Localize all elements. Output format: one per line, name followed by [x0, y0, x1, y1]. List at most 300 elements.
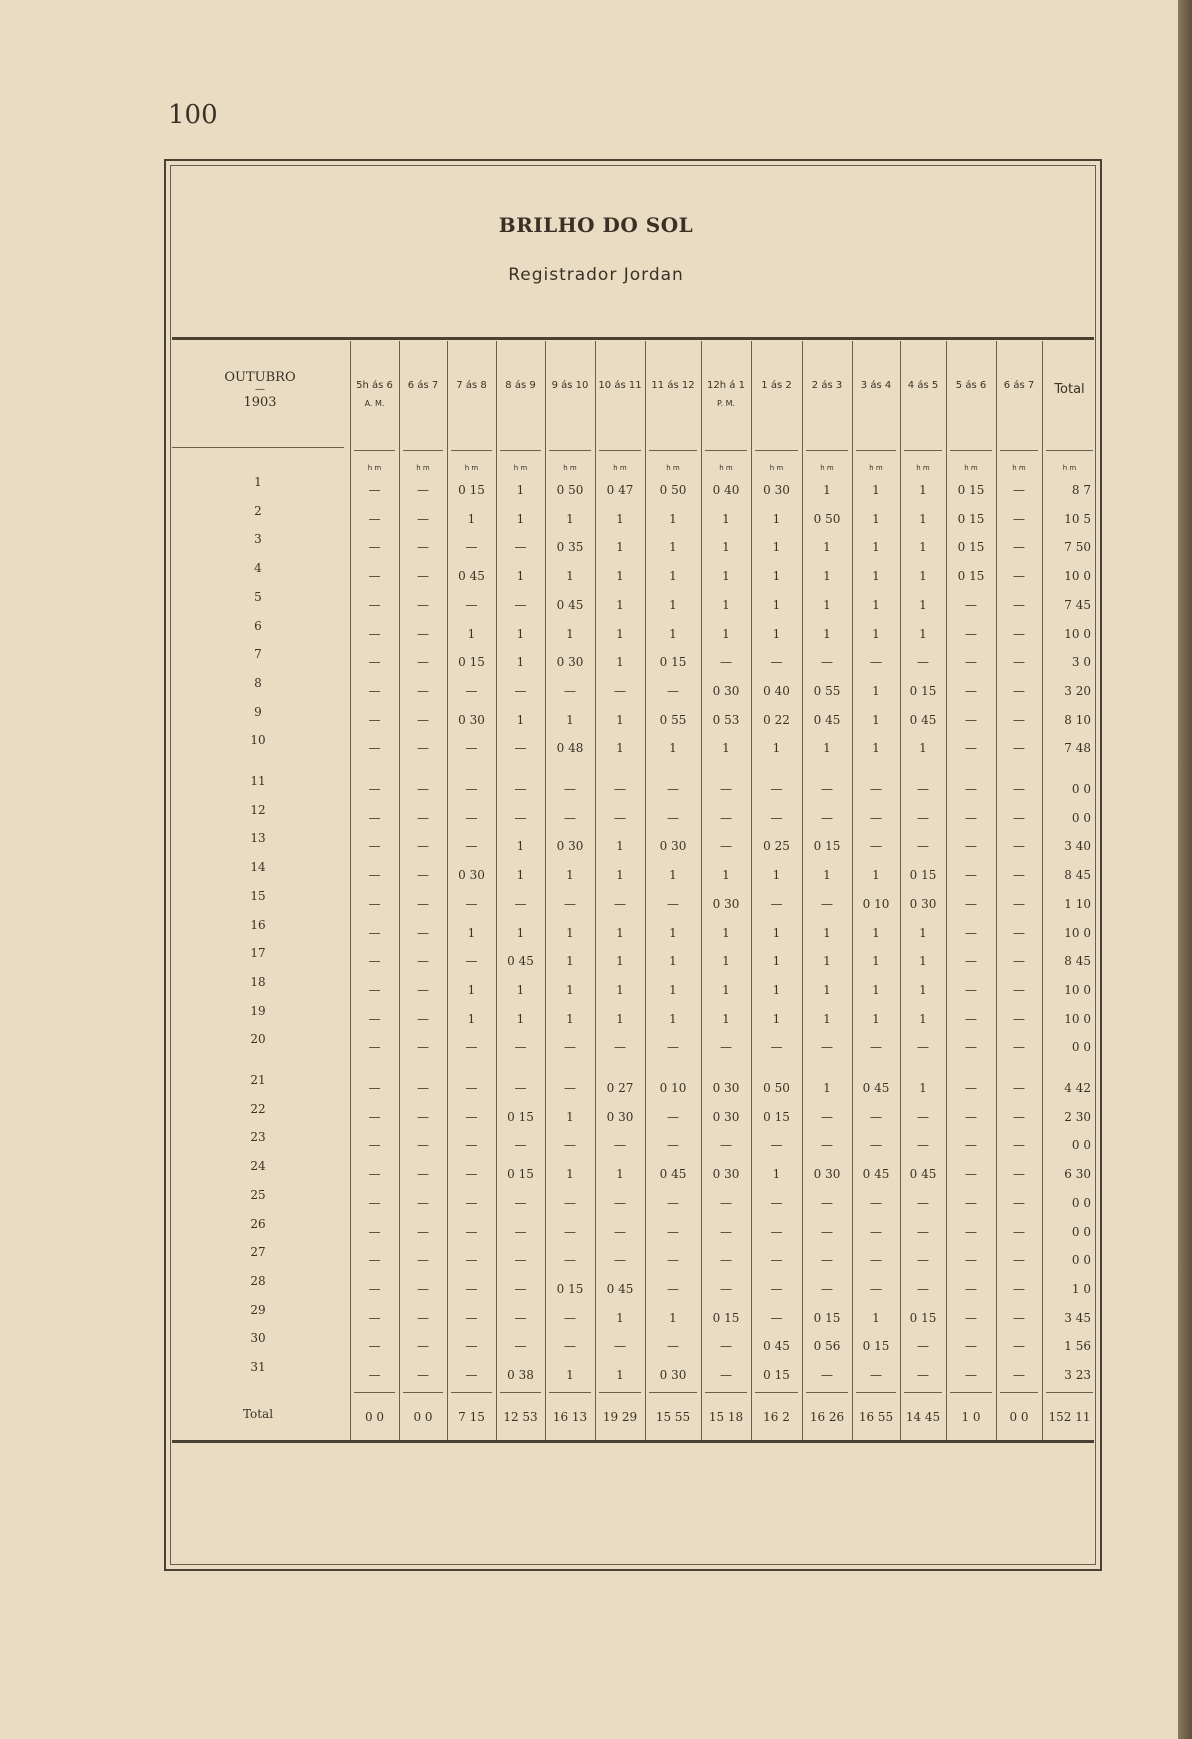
- table-cell: 1: [772, 926, 781, 940]
- table-cell: 0 15: [957, 483, 985, 497]
- table-cell: 0 15: [458, 483, 485, 497]
- column-header: [595, 380, 645, 391]
- year-label: 1903: [243, 395, 277, 410]
- table-cell: 0 50: [813, 512, 841, 526]
- column-header-label: 5h ás 6: [356, 380, 393, 391]
- table-cell: 0 30: [712, 1167, 740, 1181]
- table-cell: —: [770, 1040, 783, 1054]
- column-header-label: 1 ás 2: [761, 380, 792, 391]
- table-cell: 1: [772, 868, 781, 882]
- day-label: 24: [250, 1159, 266, 1173]
- day-label: 26: [250, 1217, 266, 1231]
- table-cell: 1: [566, 1012, 574, 1026]
- table-cell: 1: [669, 954, 677, 968]
- table-cell: —: [667, 1110, 679, 1124]
- table-cell: —: [368, 512, 381, 526]
- table-cell: 1: [722, 540, 730, 554]
- table-cell: 1: [566, 713, 574, 727]
- unit-label: h m: [719, 464, 733, 472]
- table-cell: 7 48: [1064, 741, 1091, 755]
- column-divider: [802, 341, 803, 1440]
- table-cell: 1: [516, 483, 525, 497]
- table-cell: —: [821, 1138, 833, 1152]
- table-cell: —: [564, 1311, 576, 1325]
- table-cell: —: [368, 1040, 381, 1054]
- table-cell: —: [1013, 1196, 1025, 1210]
- table-cell: —: [417, 627, 429, 641]
- table-cell: 0 35: [556, 540, 584, 554]
- table-cell: 1: [919, 483, 927, 497]
- table-cell: 1: [669, 540, 677, 554]
- table-cell: —: [465, 839, 478, 853]
- table-cell: —: [368, 1012, 381, 1026]
- column-header: [399, 380, 447, 391]
- table-cell: —: [965, 1167, 977, 1181]
- table-cell: —: [770, 1225, 783, 1239]
- table-cell: 1: [467, 627, 476, 641]
- table-cell: —: [417, 1167, 429, 1181]
- table-cell: 0 30: [712, 897, 740, 911]
- table-cell: 0 53: [712, 713, 740, 727]
- table-cell: 1: [467, 983, 476, 997]
- table-cell: 1: [919, 598, 927, 612]
- table-cell: —: [417, 782, 429, 796]
- table-cell: 1: [919, 540, 927, 554]
- table-cell: 1 10: [1064, 897, 1091, 911]
- table-cell: —: [720, 1339, 732, 1353]
- total-cell: 0 0: [1009, 1410, 1029, 1424]
- table-cell: —: [821, 655, 833, 669]
- column-divider: [900, 341, 901, 1440]
- table-cell: —: [965, 598, 977, 612]
- day-label: 14: [250, 860, 266, 874]
- column-header-label: 7 ás 8: [456, 380, 487, 391]
- total-separator: [904, 1392, 942, 1393]
- table-cell: —: [417, 483, 429, 497]
- table-cell: —: [965, 1081, 977, 1095]
- table-cell: 1: [872, 483, 880, 497]
- total-cell: 16 2: [763, 1410, 790, 1424]
- total-separator: [1046, 1392, 1093, 1393]
- table-cell: 0 30: [763, 483, 790, 497]
- column-header-label: 9 ás 10: [551, 380, 589, 391]
- table-cell: 1: [919, 512, 927, 526]
- total-cell: 15 18: [708, 1410, 744, 1424]
- table-cell: 0 0: [1071, 1253, 1091, 1267]
- table-cell: 1: [616, 569, 624, 583]
- table-cell: —: [417, 741, 429, 755]
- table-cell: —: [667, 897, 679, 911]
- table-cell: 0 27: [606, 1081, 634, 1095]
- table-cell: —: [514, 1311, 527, 1325]
- header-underline: [1000, 450, 1038, 451]
- table-cell: —: [870, 1253, 882, 1267]
- table-cell: 0 30: [659, 839, 687, 853]
- table-cell: 1: [722, 627, 730, 641]
- table-cell: 1: [669, 926, 677, 940]
- day-label: 11: [250, 774, 266, 788]
- column-header-label: 12h á 1: [707, 380, 745, 391]
- table-cell: 1: [516, 983, 525, 997]
- table-cell: —: [965, 627, 977, 641]
- table-cell: —: [417, 1253, 429, 1267]
- table-cell: —: [614, 1196, 626, 1210]
- table-cell: —: [1013, 1167, 1025, 1181]
- table-cell: —: [870, 839, 882, 853]
- table-cell: 1: [823, 954, 831, 968]
- table-cell: 1: [669, 868, 677, 882]
- table-cell: 1: [872, 983, 880, 997]
- table-cell: —: [965, 954, 977, 968]
- column-header: [1042, 382, 1097, 397]
- table-cell: —: [417, 684, 429, 698]
- day-label: 25: [250, 1188, 266, 1202]
- table-cell: —: [614, 811, 626, 825]
- column-header-label: 4 ás 5: [907, 380, 939, 391]
- table-cell: 0 0: [1071, 1040, 1091, 1054]
- table-cell: —: [368, 1110, 381, 1124]
- table-cell: 1: [823, 1081, 831, 1095]
- header-top-rule: [172, 337, 1094, 340]
- table-cell: —: [720, 1040, 732, 1054]
- table-cell: 0 45: [862, 1081, 890, 1095]
- day-label: 12: [250, 803, 266, 817]
- table-cell: —: [770, 1196, 783, 1210]
- month-label: OUTUBRO: [224, 370, 296, 385]
- table-cell: 1: [669, 1012, 677, 1026]
- table-cell: —: [667, 1339, 679, 1353]
- table-cell: 1: [616, 512, 624, 526]
- header-underline: [649, 450, 697, 451]
- table-cell: —: [821, 1225, 833, 1239]
- table-cell: —: [965, 926, 977, 940]
- table-cell: —: [720, 1253, 732, 1267]
- table-cell: 1: [722, 598, 730, 612]
- table-cell: 1: [566, 1368, 574, 1382]
- table-cell: —: [514, 1040, 527, 1054]
- table-cell: 1: [467, 1012, 476, 1026]
- table-cell: —: [564, 1138, 576, 1152]
- table-cell: —: [917, 1110, 929, 1124]
- total-separator: [950, 1392, 992, 1393]
- table-cell: 0 15: [957, 512, 985, 526]
- table-cell: —: [1013, 954, 1025, 968]
- table-cell: —: [1013, 598, 1025, 612]
- table-cell: —: [368, 1311, 381, 1325]
- table-cell: —: [1013, 1040, 1025, 1054]
- column-header-label: 6 ás 7: [1003, 380, 1035, 391]
- table-cell: 1: [872, 1012, 880, 1026]
- table-cell: 1: [823, 598, 831, 612]
- table-cell: —: [965, 1196, 977, 1210]
- day-label: 23: [250, 1130, 266, 1144]
- table-cell: 1: [616, 1368, 624, 1382]
- table-cell: 1: [616, 598, 624, 612]
- table-cell: 0 50: [556, 483, 584, 497]
- table-cell: —: [514, 1196, 527, 1210]
- table-cell: —: [465, 1368, 478, 1382]
- table-cell: 1: [467, 926, 476, 940]
- unit-label: h m: [916, 464, 930, 472]
- table-cell: —: [368, 627, 381, 641]
- table-cell: —: [1013, 839, 1025, 853]
- table-cell: —: [870, 1282, 882, 1296]
- total-separator: [755, 1392, 798, 1393]
- table-cell: —: [917, 1282, 929, 1296]
- table-cell: 0 55: [659, 713, 687, 727]
- table-cell: —: [417, 1138, 429, 1152]
- header-underline: [806, 450, 848, 451]
- total-cell: 0 0: [364, 1410, 385, 1424]
- total-cell: 152 11: [1048, 1410, 1091, 1424]
- table-cell: 1: [516, 868, 525, 882]
- table-cell: —: [564, 1196, 576, 1210]
- table-cell: —: [564, 1339, 576, 1353]
- table-cell: —: [1013, 1253, 1025, 1267]
- unit-label: h m: [464, 464, 479, 472]
- table-cell: 0 15: [712, 1311, 740, 1325]
- day-label: 4: [254, 561, 262, 575]
- table-cell: —: [368, 897, 381, 911]
- table-cell: —: [368, 983, 381, 997]
- table-cell: 1: [516, 926, 525, 940]
- column-divider: [545, 341, 546, 1440]
- column-header-sub: P. M.: [716, 399, 736, 408]
- table-cell: —: [720, 1225, 732, 1239]
- column-header: [852, 380, 900, 391]
- month-dash: —: [255, 384, 265, 395]
- page-edge: [1178, 0, 1192, 1739]
- table-cell: 0 0: [1071, 811, 1091, 825]
- table-cell: —: [465, 1311, 478, 1325]
- table-cell: 1: [669, 741, 677, 755]
- column-header: [447, 380, 496, 391]
- total-separator: [1000, 1392, 1038, 1393]
- table-cell: 1: [616, 868, 624, 882]
- table-cell: —: [417, 569, 429, 583]
- unit-label: h m: [666, 464, 680, 472]
- table-cell: —: [770, 811, 783, 825]
- table-cell: 1: [919, 627, 927, 641]
- table-cell: 0 45: [763, 1339, 790, 1353]
- table-cell: —: [770, 1282, 783, 1296]
- table-cell: 3 40: [1064, 839, 1091, 853]
- table-cell: —: [465, 598, 478, 612]
- table-cell: —: [465, 1167, 478, 1181]
- table-cell: —: [870, 655, 882, 669]
- header-underline: [354, 450, 395, 451]
- table-cell: 0 25: [763, 839, 790, 853]
- table-cell: 1: [823, 741, 831, 755]
- table-cell: —: [770, 655, 783, 669]
- table-cell: —: [965, 983, 977, 997]
- table-cell: 1 56: [1064, 1339, 1091, 1353]
- table-cell: —: [514, 1282, 527, 1296]
- table-cell: —: [770, 1253, 783, 1267]
- table-cell: —: [417, 1196, 429, 1210]
- table-cell: —: [368, 598, 381, 612]
- table-cell: —: [614, 684, 626, 698]
- unit-label: h m: [416, 464, 430, 472]
- table-cell: —: [1013, 1339, 1025, 1353]
- table-cell: —: [514, 741, 527, 755]
- header-underline: [451, 450, 492, 451]
- table-cell: 0 30: [712, 1110, 740, 1124]
- table-cell: —: [720, 1282, 732, 1296]
- table-cell: —: [368, 954, 381, 968]
- table-cell: 1: [566, 1110, 574, 1124]
- table-cell: —: [417, 811, 429, 825]
- table-cell: —: [465, 1110, 478, 1124]
- table-cell: 0 15: [458, 655, 485, 669]
- table-cell: —: [514, 1081, 527, 1095]
- table-cell: —: [368, 868, 381, 882]
- table-cell: —: [417, 540, 429, 554]
- table-cell: 1: [467, 512, 476, 526]
- table-cell: —: [917, 1339, 929, 1353]
- column-header-label: 8 ás 9: [505, 380, 536, 391]
- header-underline: [950, 450, 992, 451]
- table-cell: —: [368, 926, 381, 940]
- table-cell: 0 45: [909, 1167, 937, 1181]
- table-cell: —: [965, 713, 977, 727]
- table-cell: —: [965, 741, 977, 755]
- table-cell: —: [465, 1339, 478, 1353]
- day-label: 29: [250, 1303, 266, 1317]
- table-cell: —: [417, 868, 429, 882]
- table-cell: 1: [669, 627, 677, 641]
- column-header: [350, 380, 399, 408]
- table-cell: —: [1013, 1225, 1025, 1239]
- table-cell: —: [368, 483, 381, 497]
- table-cell: —: [821, 1040, 833, 1054]
- column-header-label: Total: [1054, 382, 1085, 397]
- table-cell: —: [1013, 1138, 1025, 1152]
- table-cell: —: [417, 897, 429, 911]
- table-cell: —: [965, 1253, 977, 1267]
- total-separator: [599, 1392, 641, 1393]
- table-cell: 1: [772, 540, 781, 554]
- table-cell: —: [368, 839, 381, 853]
- total-separator: [705, 1392, 747, 1393]
- table-cell: 1: [566, 627, 574, 641]
- table-cell: —: [417, 1012, 429, 1026]
- total-cell: 0 0: [413, 1410, 433, 1424]
- table-cell: —: [870, 1368, 882, 1382]
- table-cell: —: [1013, 483, 1025, 497]
- column-divider: [350, 341, 351, 1440]
- table-cell: —: [965, 1311, 977, 1325]
- table-cell: —: [770, 782, 783, 796]
- table-cell: 1: [772, 598, 781, 612]
- table-cell: —: [368, 811, 381, 825]
- table-cell: 0 15: [556, 1282, 584, 1296]
- table-cell: 0 15: [763, 1368, 790, 1382]
- table-cell: 1: [823, 983, 831, 997]
- day-label: 22: [250, 1102, 266, 1116]
- table-cell: —: [368, 1225, 381, 1239]
- table-cell: —: [417, 1311, 429, 1325]
- table-cell: —: [870, 1040, 882, 1054]
- table-cell: —: [417, 1282, 429, 1296]
- table-cell: —: [720, 811, 732, 825]
- table-cell: 0 45: [862, 1167, 890, 1181]
- table-cell: —: [564, 1040, 576, 1054]
- table-cell: 3 23: [1064, 1368, 1091, 1382]
- total-cell: 15 55: [655, 1410, 691, 1424]
- table-cell: 1: [872, 540, 880, 554]
- column-header-sub: A. M.: [364, 399, 385, 408]
- table-cell: —: [614, 782, 626, 796]
- table-cell: —: [368, 1081, 381, 1095]
- table-cell: 1: [872, 1311, 880, 1325]
- column-divider: [1042, 341, 1043, 1440]
- table-cell: 0 0: [1071, 782, 1091, 796]
- table-cell: —: [465, 1081, 478, 1095]
- total-label: Total: [242, 1407, 274, 1421]
- table-cell: 0 45: [909, 713, 937, 727]
- page-number: 100: [168, 100, 218, 130]
- total-cell: 19 29: [602, 1410, 638, 1424]
- column-header: [496, 380, 545, 391]
- unit-label: h m: [769, 464, 784, 472]
- day-label: 20: [250, 1032, 266, 1046]
- table-cell: —: [465, 897, 478, 911]
- table-cell: —: [667, 782, 679, 796]
- table-cell: —: [465, 1253, 478, 1267]
- table-cell: 0 10: [862, 897, 890, 911]
- table-cell: 1: [919, 1012, 927, 1026]
- column-header: [996, 380, 1042, 391]
- table-cell: 1: [616, 655, 624, 669]
- column-header: [701, 380, 751, 408]
- header-underline: [856, 450, 896, 451]
- table-cell: —: [564, 897, 576, 911]
- table-cell: —: [1013, 1368, 1025, 1382]
- total-cell: 12 53: [503, 1410, 538, 1424]
- total-separator: [403, 1392, 443, 1393]
- total-cell: 7 15: [458, 1410, 485, 1424]
- table-cell: —: [821, 1253, 833, 1267]
- table-cell: —: [667, 1196, 679, 1210]
- table-cell: —: [917, 1225, 929, 1239]
- table-cell: —: [368, 655, 381, 669]
- table-cell: 0 15: [909, 684, 937, 698]
- table-cell: 0 30: [659, 1368, 687, 1382]
- table-cell: —: [417, 1040, 429, 1054]
- table-cell: 1: [566, 868, 574, 882]
- total-cell: 16 55: [858, 1410, 894, 1424]
- table-cell: 1: [616, 540, 624, 554]
- column-divider: [645, 341, 646, 1440]
- table-cell: —: [368, 1167, 381, 1181]
- column-header-label: 5 ás 6: [955, 380, 987, 391]
- total-cell: 1 0: [961, 1410, 981, 1424]
- table-cell: 0 47: [606, 483, 634, 497]
- table-cell: 0 50: [763, 1081, 790, 1095]
- table-cell: 0 45: [458, 569, 485, 583]
- table-cell: —: [870, 1110, 882, 1124]
- table-cell: —: [417, 1225, 429, 1239]
- table-cell: —: [1013, 512, 1025, 526]
- table-cell: 1: [722, 954, 730, 968]
- table-cell: —: [368, 1368, 381, 1382]
- table-cell: 0 40: [763, 684, 790, 698]
- table-cell: 1: [772, 741, 781, 755]
- table-cell: 1: [566, 954, 574, 968]
- table-cell: 0 15: [507, 1110, 534, 1124]
- table-cell: 0 15: [813, 1311, 841, 1325]
